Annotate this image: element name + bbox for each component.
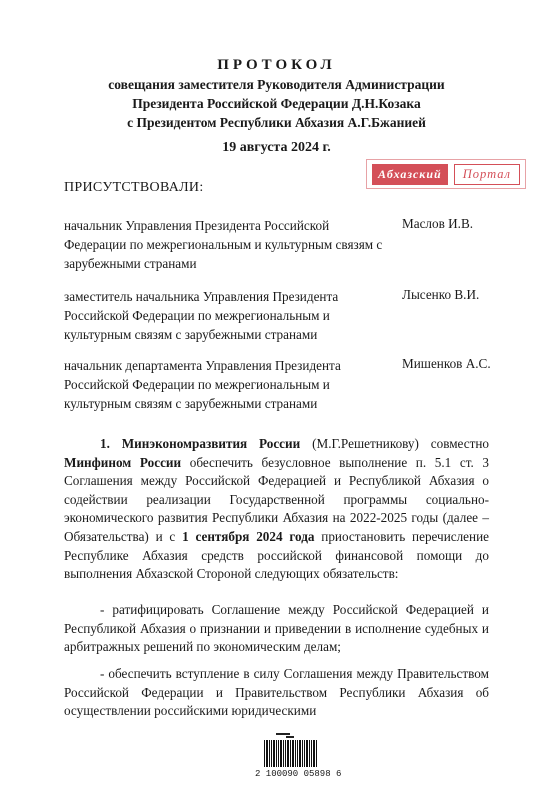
watermark-right-text: Портал (454, 164, 520, 185)
item-1-paragraph (64, 435, 489, 584)
attendee-position-2: заместитель начальника Управления Президента Российской Федерации по межрегиональным и культурным связям с зарубежными странами (64, 289, 339, 342)
item-1-text-3: приостановить перечисление Республике Абхазия средств российской финансовой помощи до выполнения Абхазской Стороной следующих обязательств: (64, 528, 490, 582)
bullet-item-1 (64, 601, 489, 657)
item-1-bold-minfin: Минфином России (64, 454, 182, 470)
barcode-number: 2 100090 05898 6 (255, 769, 342, 779)
bullet-item-2 (64, 665, 489, 721)
item-1-number: 1. (100, 436, 110, 451)
watermark-left-text: Абхазский (372, 164, 448, 185)
subtitle-line-1: совещания заместителя Руководителя Администрации (108, 77, 445, 92)
present-label: ПРИСУТСТВОВАЛИ: (64, 180, 204, 195)
item-1-bold-ministry: Минэкономразвития России (121, 436, 301, 451)
subtitle-line-2: Президента Российской Федерации Д.Н.Козака (132, 96, 421, 111)
document-date: 19 августа 2024 г. (222, 140, 331, 155)
bullet-text-1: - ратифицировать Соглашение между Российской Федерацией и Республикой Абхазия о признании и приведении в исполнение судебных и арбитражных решений по экономическим делам; (64, 602, 489, 655)
document-title: ПРОТОКОЛ (217, 57, 336, 73)
attendee-position-1: начальник Управления Президента Российской Федерации по межрегиональным и культурным связям с зарубежными странами (64, 218, 383, 271)
item-1-text-1: (М.Г.Решетникову) совместно (300, 436, 490, 451)
subtitle-line-3: с Президентом Республики Абхазия А.Г.Бжанией (127, 115, 426, 130)
watermark-logo (366, 159, 526, 189)
barcode-icon (262, 733, 320, 767)
item-1-bold-date: 1 сентября 2024 года (182, 528, 315, 544)
bullet-text-2: - обеспечить вступление в силу Соглашения между Правительством Российской Федерации и Правительством Республики Абхазия об осуществлении российскими юридическими (64, 666, 489, 719)
attendee-position-3: начальник департамента Управления Президента Российской Федерации по межрегиональным и культурным связям с зарубежными странами (64, 358, 341, 411)
item-1-text-2: обеспечить безусловное выполнение п. 5.1 ст. 3 Соглашения между Российской Федерацией и Республикой Абхазия о содействии реализации Государственной программы социально-экономического развития Республики Абхазия на 2022-2025 годы (далее – Обязательства) и с (64, 454, 489, 544)
attendee-name-3: Мишенков А.С. (402, 356, 491, 371)
barcode (261, 733, 321, 767)
attendee-name-2: Лысенко В.И. (402, 287, 480, 302)
attendee-name-1: Маслов И.В. (402, 216, 474, 231)
